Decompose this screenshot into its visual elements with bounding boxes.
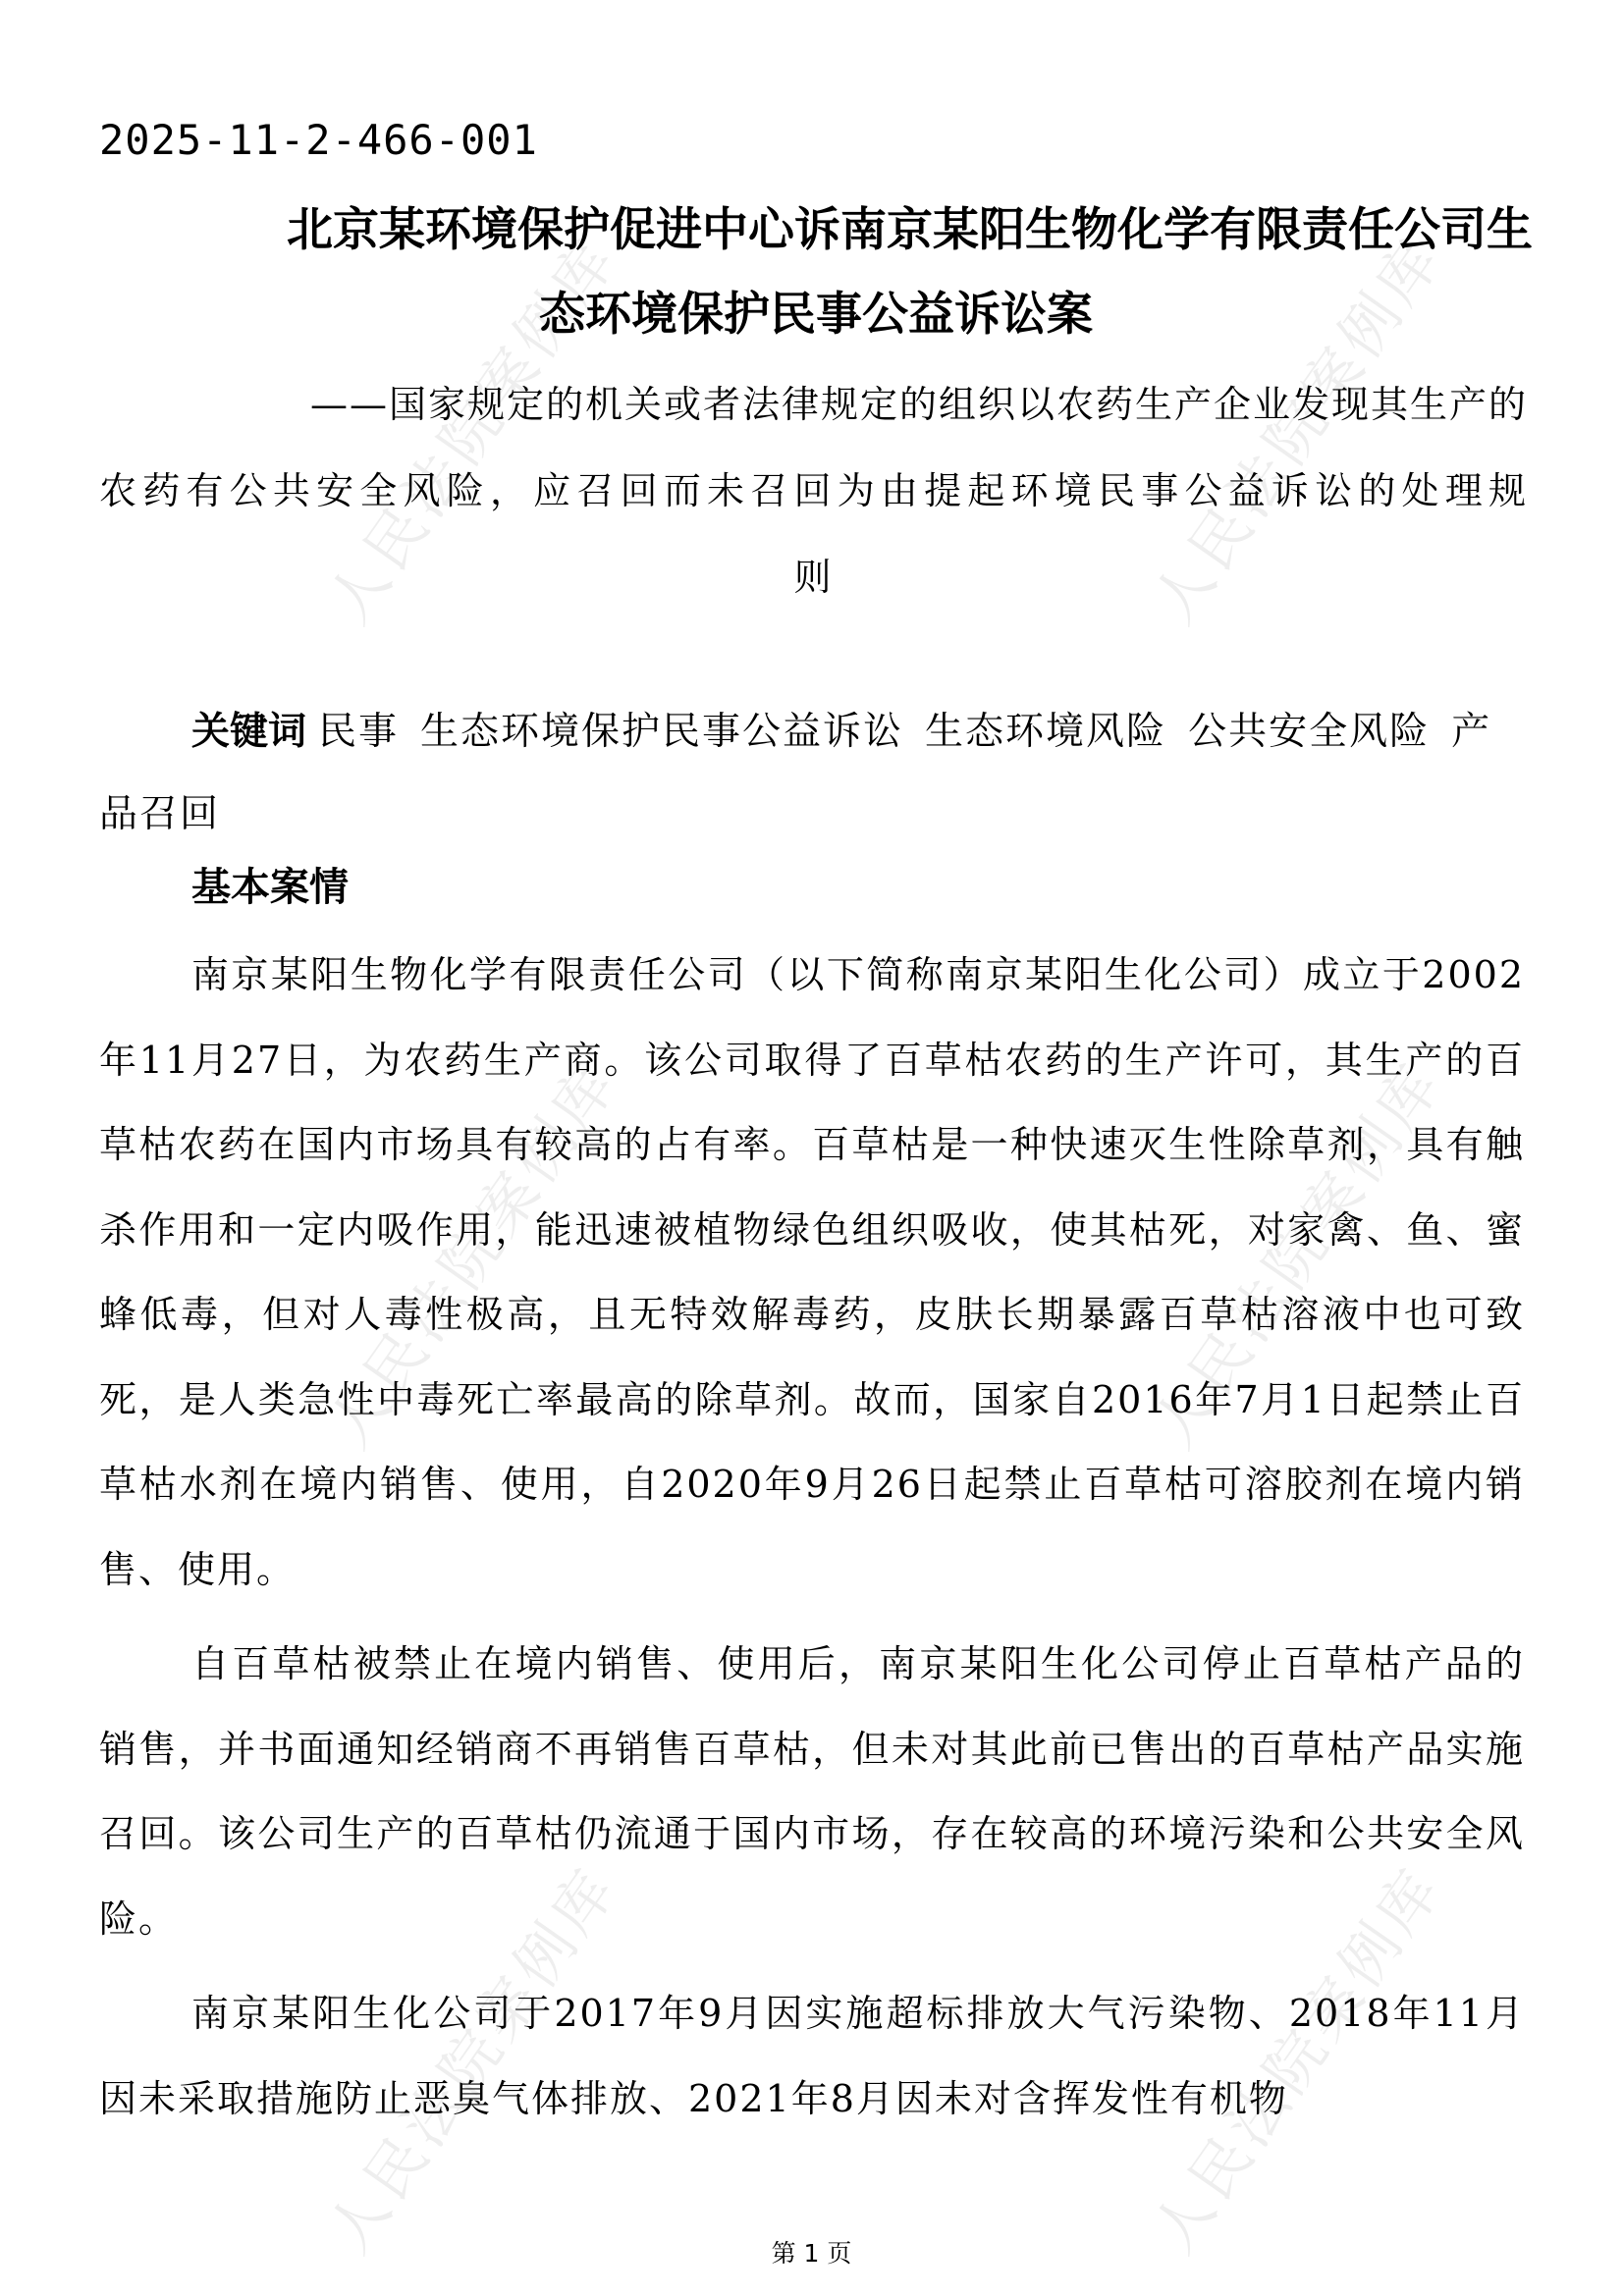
watermark: 人民法院案例库 <box>1139 1854 1456 2266</box>
subtitle-line: ——国家规定的机关或者法律规定的组织以农药生产企业发现其生产的 <box>309 383 1528 426</box>
watermark: 人民法院案例库 <box>314 225 631 636</box>
keyword: 生态环境风险 <box>925 710 1167 754</box>
subtitle-line: 则 <box>793 556 834 599</box>
watermark: 人民法院案例库 <box>314 1854 631 2266</box>
keyword: 生态环境保护民事公益诉讼 <box>420 710 904 754</box>
watermark: 人民法院案例库 <box>1139 1049 1456 1461</box>
keyword: 产品召回 <box>99 710 1492 836</box>
title-line: 态环境保护民事公益诉讼案 <box>539 288 1093 342</box>
page-number: 第 1 页 <box>771 2239 852 2268</box>
watermark: 人民法院案例库 <box>1139 225 1456 636</box>
subtitle <box>99 361 1528 620</box>
title-line: 北京某环境保护促进中心诉南京某阳生物化学有限责任公司生 <box>287 203 1533 257</box>
keywords-label: 关键词 <box>191 710 307 754</box>
page-title <box>99 188 1533 357</box>
paragraph: 自百草枯被禁止在境内销售、使用后，南京某阳生化公司停止百草枯产品的销售，并书面通知经销商不再销售百草枯，但未对其此前已售出的百草枯产品实施召回。该公司生产的百草枯仍流通于国内市场，存在较高的环境污染和公共安全风险。 <box>99 1642 1525 1941</box>
paragraph: 南京某阳生物化学有限责任公司（以下简称南京某阳生化公司）成立于2002年11月27日，为农药生产商。该公司取得了百草枯农药的生产许可，其生产的百草枯农药在国内市场具有较高的占有率。百草枯是一种快速灭生性除草剂，具有触杀作用和一定内吸作用，能迅速被植物绿色组织吸收，使其枯死，对家禽、鱼、蜜蜂低毒，但对人毒性极高，且无特效解毒药，皮肤长期暴露百草枯溶液中也可致死，是人类急性中毒死亡率最高的除草剂。故而，国家自2016年7月1日起禁止百草枯水剂在境内销售、使用，自2020年9月26日起禁止百草枯可溶胶剂在境内销售、使用。 <box>99 953 1525 1591</box>
keyword: 公共安全风险 <box>1188 710 1431 754</box>
keywords <box>99 691 1493 856</box>
keyword: 民事 <box>318 710 400 754</box>
section-heading: 基本案情 <box>191 865 349 910</box>
body-text <box>99 933 1525 2151</box>
subtitle-line: 农药有公共安全风险，应召回而未召回为由提起环境民事公益诉讼的处理规 <box>99 469 1528 512</box>
watermark: 人民法院案例库 <box>314 1049 631 1461</box>
case-number: 2025-11-2-466-001 <box>99 116 538 164</box>
paragraph: 南京某阳生化公司于2017年9月因实施超标排放大气污染物、2018年11月因未采取措施防止恶臭气体排放、2021年8月因未对含挥发性有机物 <box>99 1992 1525 2120</box>
